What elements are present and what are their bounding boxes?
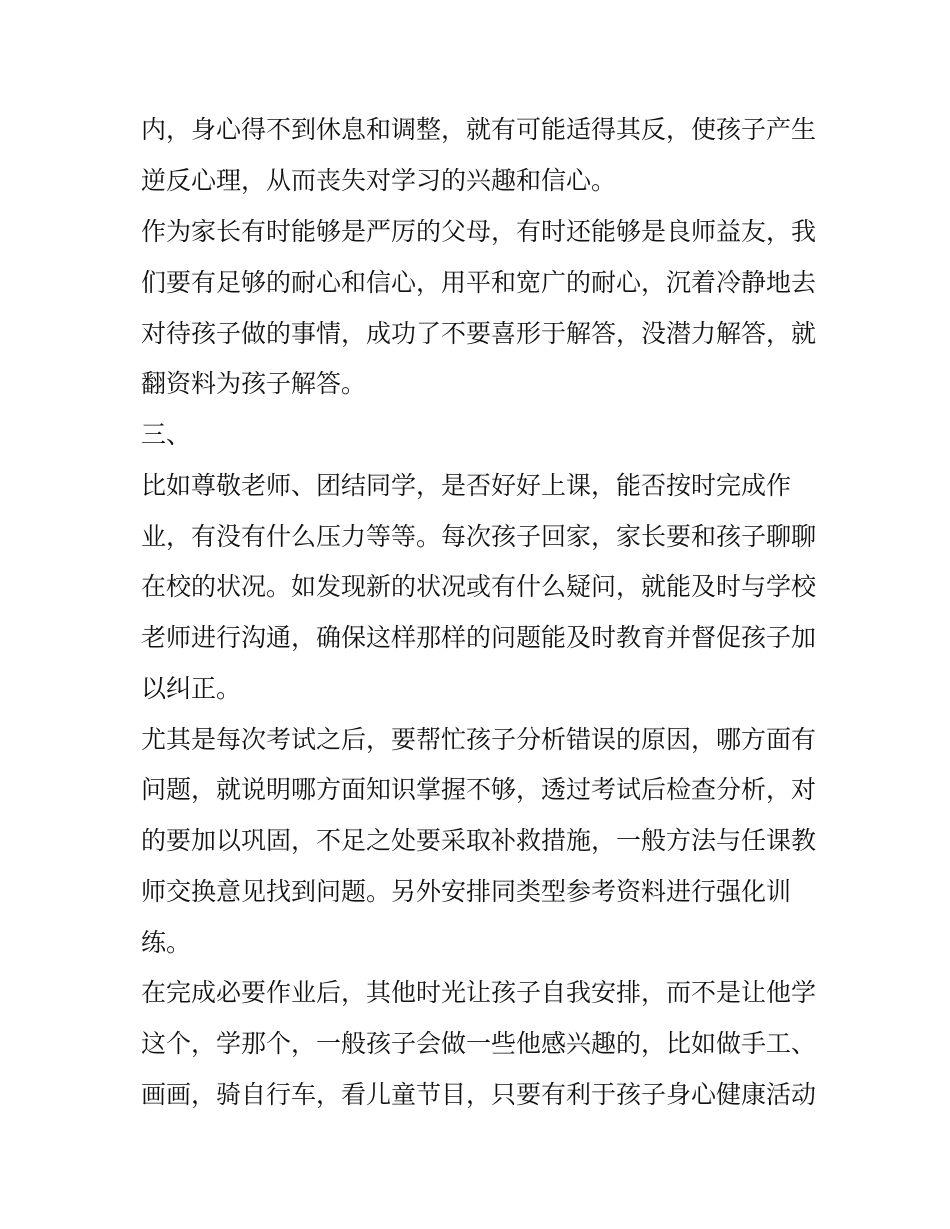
- text-line: 比如尊敬老师、团结同学，是否好好上课，能否按时完成作: [141, 471, 792, 500]
- text-line: 们要有足够的耐心和信心，用平和宽广的耐心，沉着冷静地去: [141, 268, 817, 297]
- text-line: 在校的状况。如发现新的状况或有什么疑问，就能及时与学校: [141, 572, 817, 601]
- text-line: 练。: [141, 928, 192, 957]
- text-line: 作为家长有时能够是严厉的父母，有时还能够是良师益友，我: [141, 217, 817, 246]
- text-line: 对待孩子做的事情，成功了不要喜形于解答，没潜力解答，就: [141, 319, 817, 348]
- section-heading: 三、: [141, 420, 192, 449]
- text-line: 以纠正。: [141, 674, 242, 703]
- text-line: 在完成必要作业后，其他时光让孩子自我安排，而不是让他学: [141, 978, 817, 1007]
- text-line: 翻资料为孩子解答。: [141, 369, 367, 398]
- text-line: 的要加以巩固，不足之处要采取补救措施，一般方法与任课教: [141, 826, 817, 855]
- text-line: 画画，骑自行车，看儿童节目，只要有利于孩子身心健康活动: [141, 1080, 817, 1109]
- text-line: 逆反心理，从而丧失对学习的兴趣和信心。: [141, 166, 617, 195]
- text-line: 师交换意见找到问题。另外安排同类型参考资料进行强化训: [141, 877, 792, 906]
- text-line: 老师进行沟通，确保这样那样的问题能及时教育并督促孩子加: [141, 623, 817, 652]
- text-line: 业，有没有什么压力等等。每次孩子回家，家长要和孩子聊聊: [141, 522, 817, 551]
- text-line: 内，身心得不到休息和调整，就有可能适得其反，使孩子产生: [141, 115, 817, 144]
- text-line: 这个，学那个，一般孩子会做一些他感兴趣的，比如做手工、: [141, 1029, 817, 1058]
- text-line: 尤其是每次考试之后，要帮忙孩子分析错误的原因，哪方面有: [141, 725, 817, 754]
- text-line: 问题，就说明哪方面知识掌握不够，透过考试后检查分析，对: [141, 775, 817, 804]
